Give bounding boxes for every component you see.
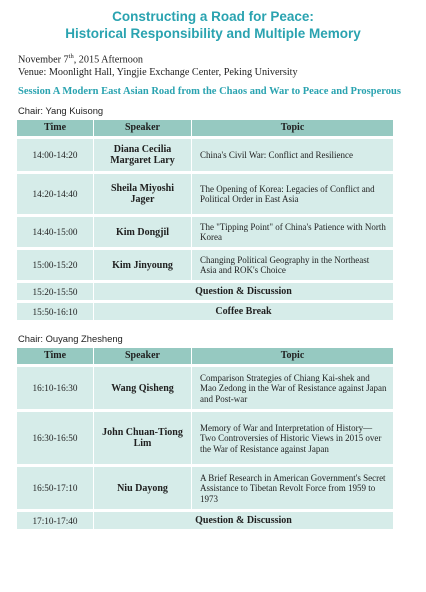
- table-row-span: [17, 303, 393, 320]
- table-row: [17, 217, 393, 247]
- header-topic: Topic: [191, 348, 393, 364]
- row-time: 14:40-15:00: [17, 217, 93, 247]
- row-time: 16:30-16:50: [17, 412, 93, 464]
- date-sup: th: [68, 53, 74, 60]
- table-row: [17, 412, 393, 464]
- row-span-label: Coffee Break: [93, 303, 393, 320]
- date-suffix: , 2015 Afternoon: [73, 54, 144, 66]
- row-speaker: Diana Cecilia Margaret Lary: [93, 139, 191, 171]
- table-row: [17, 174, 393, 214]
- row-topic: A Brief Research in American Government's Secret Assistance to Tibetan Revolt Force from 1959 to 1973: [191, 467, 393, 509]
- table-header-row: [17, 120, 393, 136]
- table-row-span: [17, 512, 393, 529]
- page-title: [0, 0, 426, 42]
- title-line-2: Historical Responsibility and Multiple Memory: [65, 26, 361, 41]
- chair-1: Chair: Yang Kuisong: [18, 105, 104, 117]
- event-meta: [0, 42, 426, 79]
- table-row-span: [17, 283, 393, 300]
- row-topic: The Opening of Korea: Legacies of Conflict and Political Order in East Asia: [191, 174, 393, 214]
- row-topic: China's Civil War: Conflict and Resilience: [191, 139, 393, 171]
- header-time: Time: [17, 120, 93, 136]
- row-span-label: Question & Discussion: [93, 512, 393, 529]
- table-row: [17, 139, 393, 171]
- row-topic: Memory of War and Interpretation of History—Two Controversies of Historic Views in 2015 over the War of Resistance against Japan: [191, 412, 393, 464]
- row-speaker: Wang Qisheng: [93, 367, 191, 409]
- chair-2: Chair: Ouyang Zhesheng: [18, 333, 123, 345]
- row-time: 17:10-17:40: [17, 512, 93, 529]
- session-title: Session A Modern East Asian Road from the Chaos and War to Peace and Prosperous: [18, 86, 401, 98]
- row-time: 16:50-17:10: [17, 467, 93, 509]
- table-row: [17, 467, 393, 509]
- row-speaker: Kim Dongjil: [93, 217, 191, 247]
- schedule-table-2: [17, 345, 393, 532]
- event-date: [18, 50, 426, 66]
- row-topic: The "Tipping Point" of China's Patience with North Korea: [191, 217, 393, 247]
- row-time: 15:20-15:50: [17, 283, 93, 300]
- table-header-row: [17, 348, 393, 364]
- row-speaker: Kim Jinyoung: [93, 250, 191, 280]
- header-speaker: Speaker: [93, 120, 191, 136]
- header-topic: Topic: [191, 120, 393, 136]
- row-topic: Comparison Strategies of Chiang Kai-shek and Mao Zedong in the War of Resistance against Japan and Post-war: [191, 367, 393, 409]
- row-time: 15:50-16:10: [17, 303, 93, 320]
- table-row: [17, 250, 393, 280]
- row-span-label: Question & Discussion: [93, 283, 393, 300]
- row-time: 14:00-14:20: [17, 139, 93, 171]
- event-venue: Venue: Moonlight Hall, Yingjie Exchange Center, Peking University: [18, 67, 298, 79]
- header-speaker: Speaker: [93, 348, 191, 364]
- row-speaker: Niu Dayong: [93, 467, 191, 509]
- date-text: November 7: [18, 54, 69, 66]
- table-row: [17, 367, 393, 409]
- schedule-table-1: [17, 117, 393, 323]
- row-topic: Changing Political Geography in the Northeast Asia and ROK's Choice: [191, 250, 393, 280]
- row-time: 14:20-14:40: [17, 174, 93, 214]
- row-time: 16:10-16:30: [17, 367, 93, 409]
- row-time: 15:00-15:20: [17, 250, 93, 280]
- row-speaker: Sheila Miyoshi Jager: [93, 174, 191, 214]
- header-time: Time: [17, 348, 93, 364]
- row-speaker: John Chuan-Tiong Lim: [93, 412, 191, 464]
- title-line-1: Constructing a Road for Peace:: [112, 9, 314, 24]
